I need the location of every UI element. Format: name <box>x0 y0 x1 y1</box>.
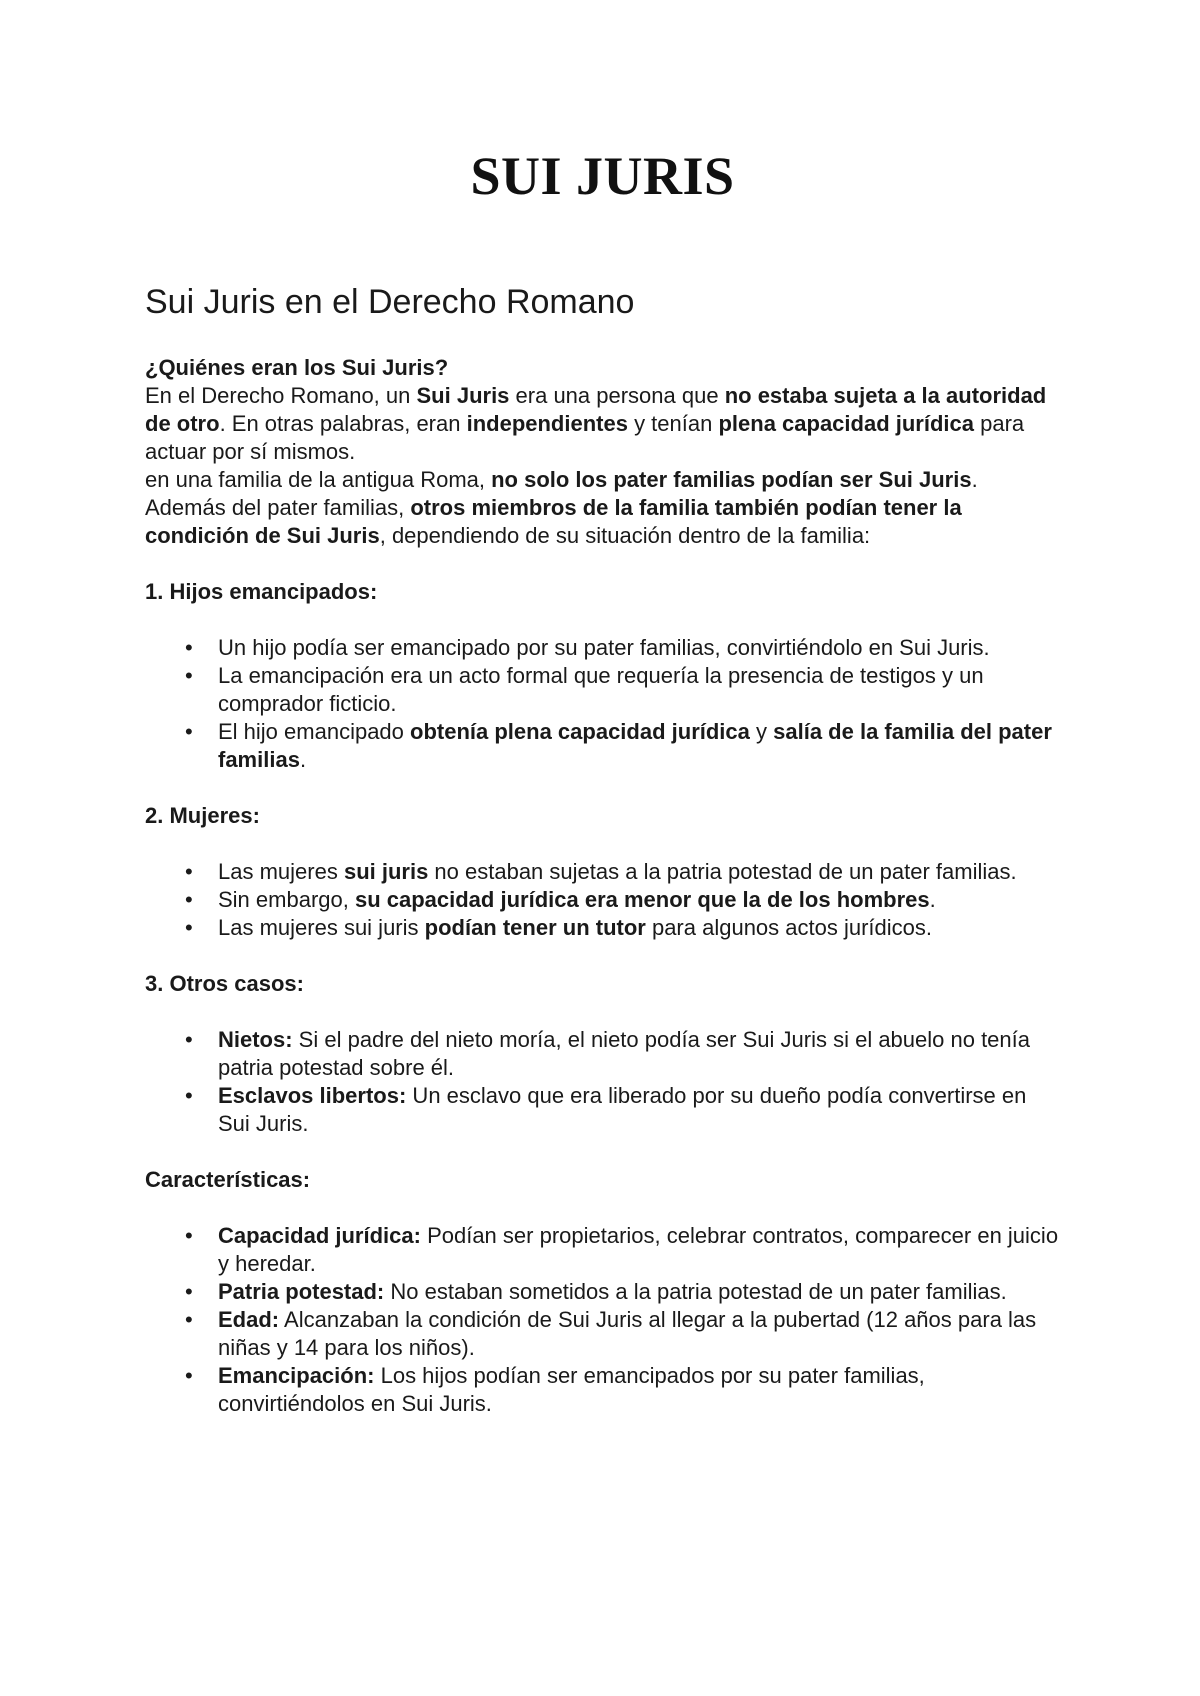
list-item: • Un hijo podía ser emancipado por su pater familias, convirtiéndolo en Sui Juris. <box>145 634 1060 662</box>
list-item: • Patria potestad: No estaban sometidos a la patria potestad de un pater familias. <box>145 1278 1060 1306</box>
list-item: • Capacidad jurídica: Podían ser propietarios, celebrar contratos, comparecer en juicio y heredar. <box>145 1222 1060 1278</box>
heading-otros-casos: 3. Otros casos: <box>145 971 304 996</box>
paragraph-family: en una familia de la antigua Roma, no solo los pater familias podían ser Sui Juris. Además del pater familias, otros miembros de la familia también podían tener la condición de Sui Juris, dependiendo de su situación dentro de la familia: <box>145 467 978 548</box>
heading-hijos-emancipados: 1. Hijos emancipados: <box>145 579 378 604</box>
heading-mujeres: 2. Mujeres: <box>145 803 260 828</box>
section-heading: Sui Juris en el Derecho Romano <box>145 283 635 321</box>
list-otros-casos <box>145 1026 1060 1138</box>
list-caracteristicas <box>145 1222 1060 1418</box>
paragraph-definition: En el Derecho Romano, un Sui Juris era una persona que no estaba sujeta a la autoridad de otro. En otras palabras, eran independientes y tenían plena capacidad jurídica para actuar por sí mismos. <box>145 383 1047 464</box>
list-item: • Las mujeres sui juris no estaban sujetas a la patria potestad de un pater familias. <box>145 858 1060 886</box>
list-item: • Sin embargo, su capacidad jurídica era menor que la de los hombres. <box>145 886 1060 914</box>
list-item: • Emancipación: Los hijos podían ser emancipados por su pater familias, convirtiéndolos en Sui Juris. <box>145 1362 1060 1418</box>
list-item: • Nietos: Si el padre del nieto moría, el nieto podía ser Sui Juris si el abuelo no tenía patria potestad sobre él. <box>145 1026 1060 1082</box>
list-hijos-emancipados <box>145 634 1060 774</box>
list-mujeres <box>145 858 1060 942</box>
list-item: • Edad: Alcanzaban la condición de Sui Juris al llegar a la pubertad (12 años para las niñas y 14 para los niños). <box>145 1306 1060 1362</box>
question-heading: ¿Quiénes eran los Sui Juris? <box>145 355 449 380</box>
list-item: • Esclavos libertos: Un esclavo que era liberado por su dueño podía convertirse en Sui Juris. <box>145 1082 1060 1138</box>
document-title: SUI JURIS <box>470 146 735 206</box>
heading-caracteristicas: Características: <box>145 1167 311 1192</box>
list-item: • El hijo emancipado obtenía plena capacidad jurídica y salía de la familia del pater familias. <box>145 718 1060 774</box>
list-item: • La emancipación era un acto formal que requería la presencia de testigos y un comprador ficticio. <box>145 662 1060 718</box>
list-item: • Las mujeres sui juris podían tener un tutor para algunos actos jurídicos. <box>145 914 1060 942</box>
